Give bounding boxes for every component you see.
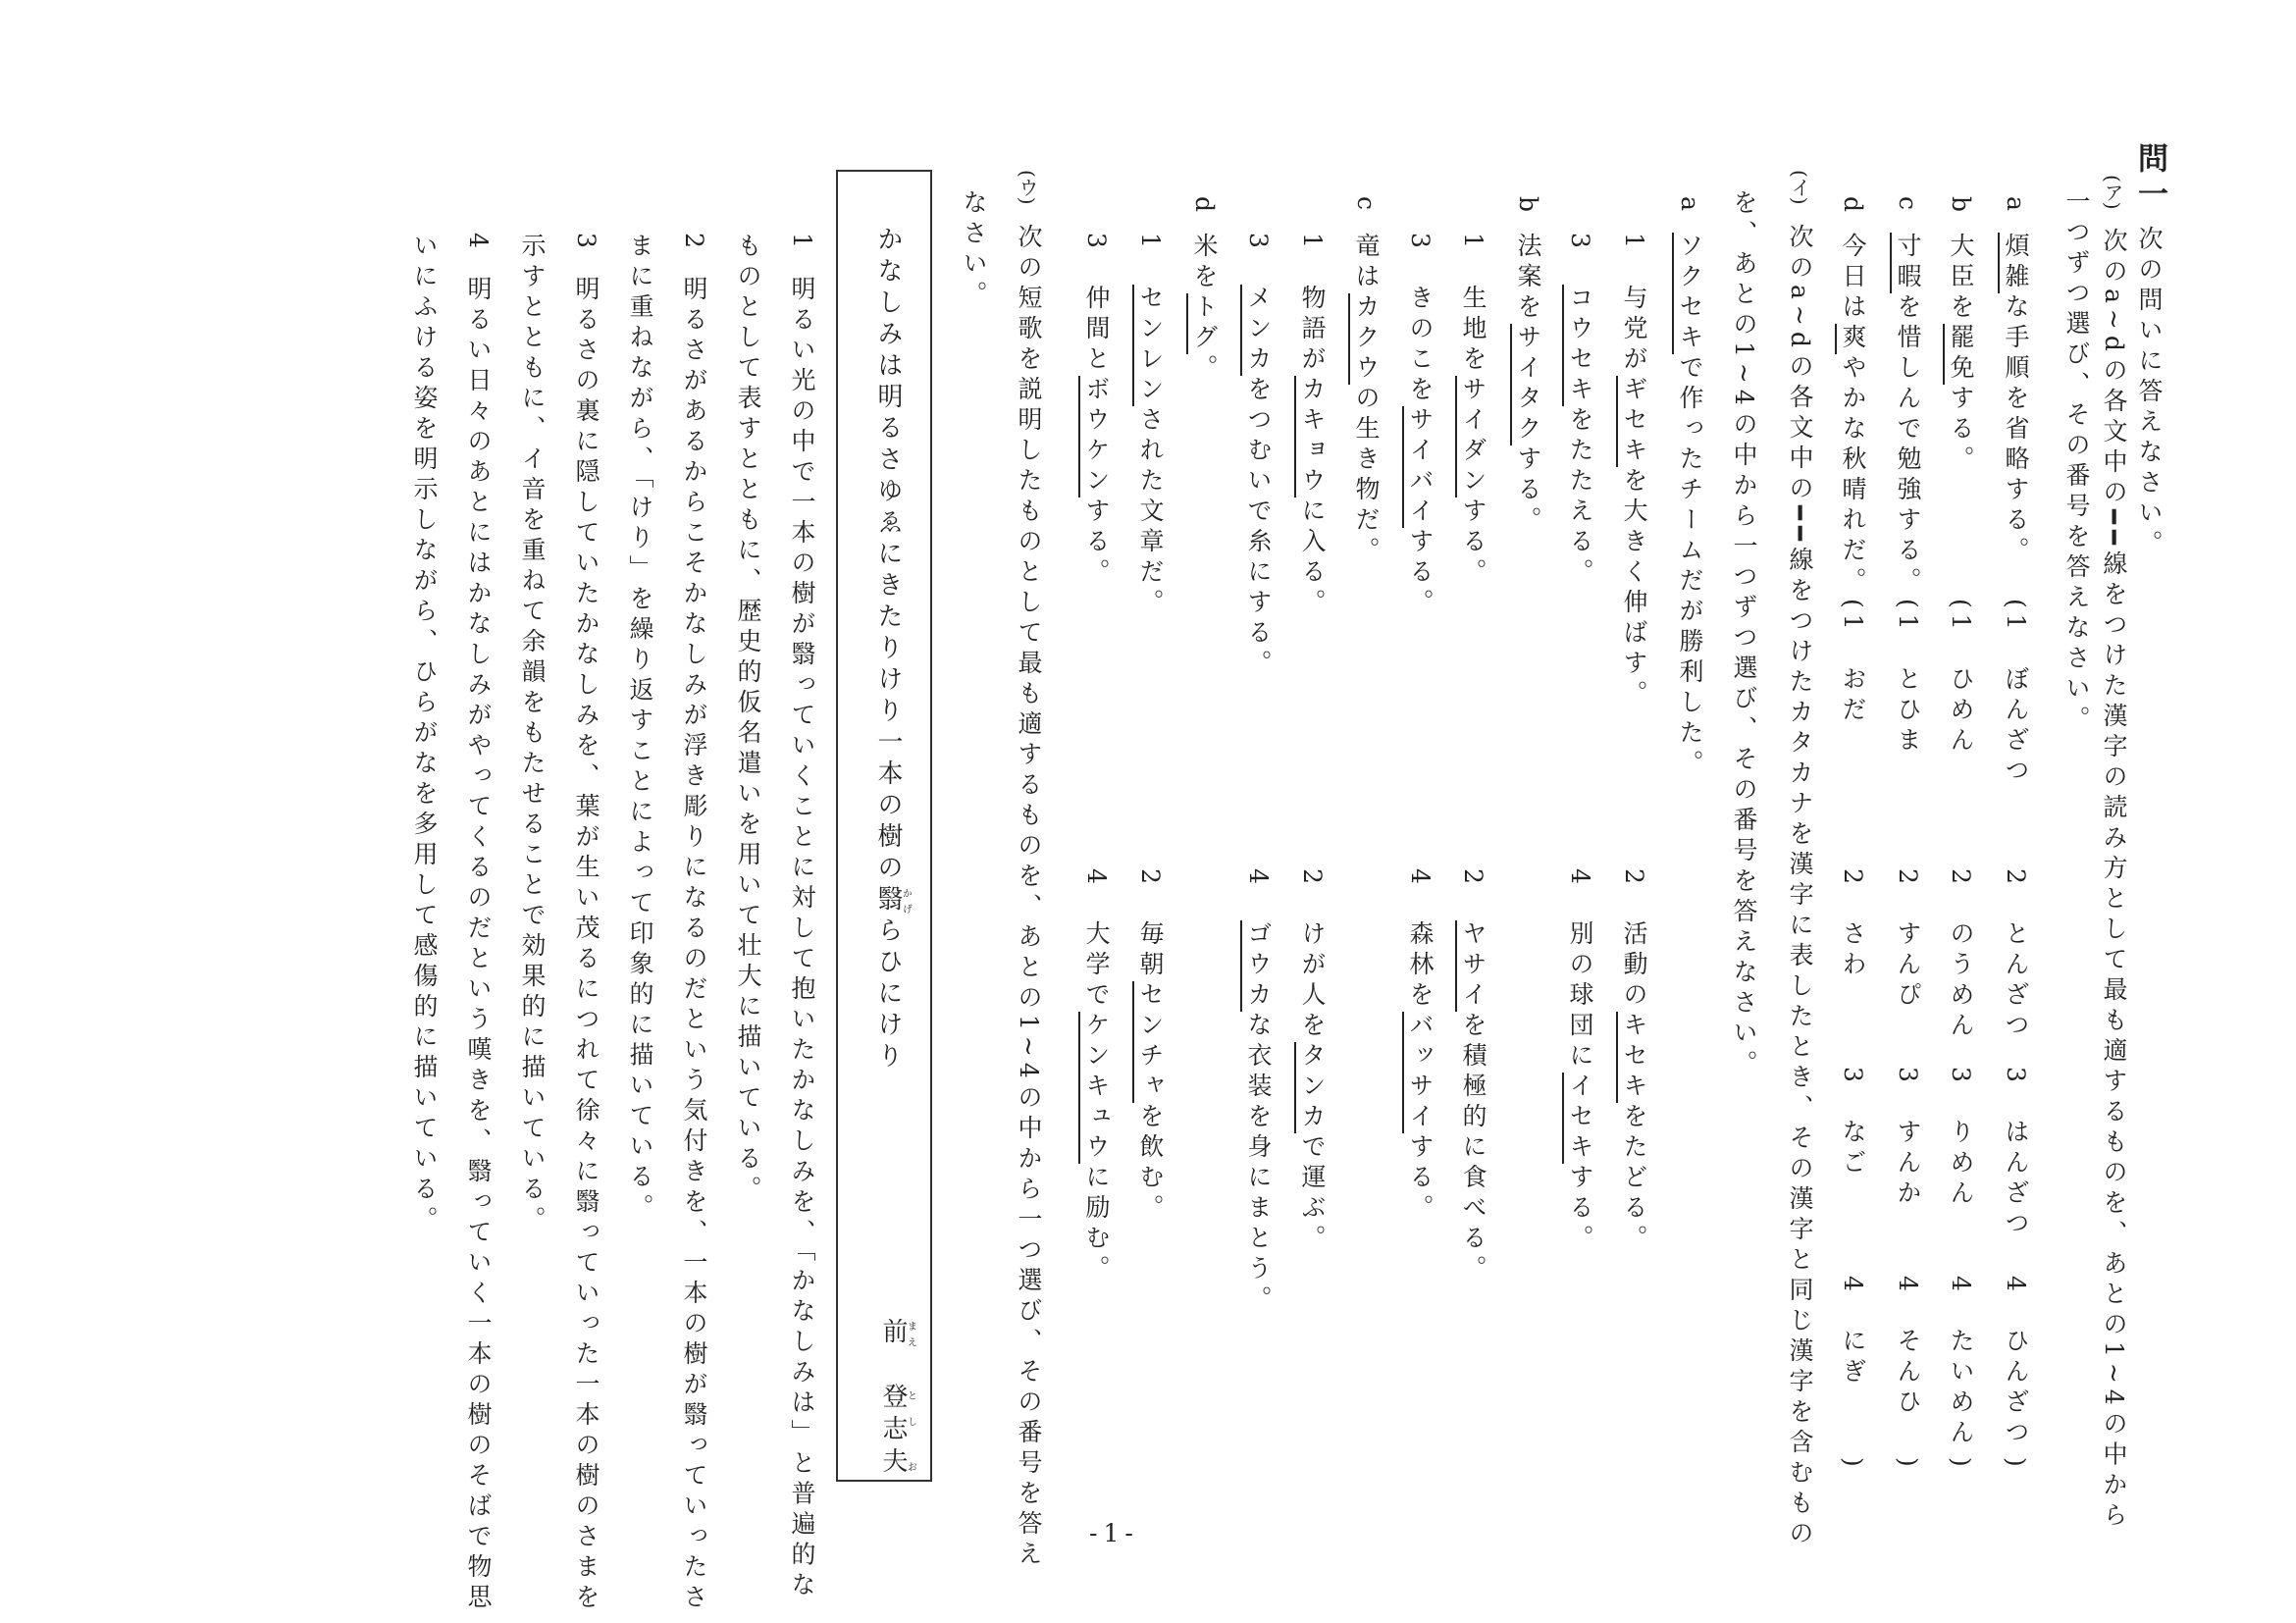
option-2: 2 すんぴ	[1894, 868, 1922, 1012]
item-sentence: 今日は爽やかな秋晴れだ。	[1841, 233, 1865, 598]
group-letter: a	[1676, 196, 1704, 217]
choice-number: 3	[572, 233, 600, 254]
choice-3: 3 メンカをつむいで糸にする。	[1246, 233, 1271, 680]
group-letter: c	[1352, 196, 1381, 217]
choice-1: 1 センレンされた文章だ。	[1138, 233, 1163, 619]
choice-number: 1	[788, 233, 816, 254]
choice-2: 2 ヤサイを積極的に食べる。	[1461, 868, 1486, 1285]
item-letter: d	[1839, 196, 1867, 219]
choice-line2: 示すとともに、イ音を重ねて余韻をもたせることで効果的に描いている。	[518, 233, 547, 1236]
question-instruction: 次の問いに答えなさい。	[2135, 226, 2164, 560]
option-3: 3 すんか	[1894, 1067, 1922, 1210]
option-2: 2 のうめん	[1947, 868, 1975, 1042]
part-b-label: (イ)	[1788, 170, 1811, 205]
option-close: )	[2002, 1457, 2030, 1473]
choice-4: 4 森林をバッサイする。	[1408, 868, 1433, 1225]
part-b-instruction-line1: 次のa~dの各文中の━━線をつけたカタカナを漢字に表したとき、その漢字と同じ漢字を含むもの	[1786, 224, 1814, 1550]
item-letter: c	[1894, 196, 1922, 217]
tanka-text: かなしみは明るさゆゑにきたりけり一本の樹の翳かげらひにけり	[873, 226, 912, 1073]
option-3: 3 なご	[1839, 1067, 1867, 1179]
choice-1: 1 生地をサイダンする。	[1461, 233, 1486, 589]
part-a-label: (ア)	[2101, 175, 2124, 210]
choice-3: 3 仲間とボウケンする。	[1084, 233, 1109, 589]
choice-line1: 明るさの裏に隠していたかなしみを、葉が生い茂るにつれて徐々に翳っていった一本の樹のさまを	[572, 276, 600, 1614]
choice-1: 1 与党がギセキを大きく伸ばす。	[1622, 233, 1646, 710]
option-2: 2 さわ	[1839, 868, 1867, 981]
choice-line2: いにふける姿を明示しながら、ひらがなを多用して感傷的に描いている。	[410, 233, 439, 1236]
choice-2: 2 毎朝センチャを飲む。	[1138, 868, 1163, 1225]
group-sentence: 法案をサイタクする。	[1516, 233, 1540, 537]
choice-1: 1 物語がカキョウに入る。	[1300, 233, 1325, 619]
option-close: )	[1894, 1457, 1922, 1473]
choice-3: 3 きのこをサイバイする。	[1408, 233, 1433, 619]
choice-4: 4 別の球団にイセキする。	[1568, 868, 1592, 1255]
choice-3: 3 コウセキをたたえる。	[1568, 233, 1592, 589]
group-sentence: ソクセキで作ったチームだが勝利した。	[1678, 233, 1702, 780]
choice-4: 4 ゴウカな衣装を身にまとう。	[1246, 868, 1271, 1316]
item-sentence: 寸暇を惜しんで勉強する。	[1896, 233, 1920, 598]
choice-line2: まに重ねながら、「けり」を繰り返すことによって印象的に描いている。	[626, 233, 654, 1225]
option-3: 3 りめん	[1947, 1067, 1975, 1210]
item-letter: b	[1947, 196, 1975, 219]
option-close: )	[1947, 1457, 1975, 1473]
option-4: 4 ひんざつ	[2002, 1276, 2030, 1449]
choice-line2: ものとして表すとともに、歴史的仮名遣いを用いて壮大に描いている。	[734, 233, 762, 1206]
option-1: (1 ひめん	[1947, 599, 1975, 758]
page-number: -1-	[1089, 1519, 1139, 1547]
option-1: (1 とひま	[1894, 599, 1922, 758]
question-number: 問一	[2132, 142, 2167, 213]
option-1: (1 ぼんざつ	[2002, 599, 2030, 788]
option-2: 2 とんざつ	[2002, 868, 2030, 1042]
choice-line1: 明るさがあるからこそかなしみが浮き彫りになるのだという気付きを、一本の樹が翳っていったさ	[680, 276, 708, 1614]
option-4: 4 にぎ	[1839, 1276, 1867, 1388]
item-sentence: 大臣を罷免する。	[1949, 233, 1973, 476]
poet-name: 前まえ 登志夫とし お	[878, 1318, 916, 1480]
option-4: 4 たいめん	[1947, 1276, 1975, 1449]
option-close: )	[1839, 1457, 1867, 1473]
choice-2: 2 けが人をタンカで運ぶ。	[1300, 868, 1325, 1255]
choice-line1: 明るい日々のあとにはかなしみがやってくるのだという嘆きを、翳っていく一本の樹のそばで物思	[464, 276, 493, 1614]
group-letter: b	[1514, 196, 1542, 219]
part-a-instruction-line2: 一つずつ選び、その番号を答えなさい。	[2062, 188, 2091, 736]
part-b-instruction-line2: を、あとの1~4の中から一つずつ選び、その番号を答えなさい。	[1730, 189, 1758, 1080]
choice-number: 4	[464, 233, 493, 254]
group-sentence: 竜はカクウの生き物だ。	[1354, 233, 1379, 567]
choice-4: 4 大学でケンキュウに励む。	[1084, 868, 1109, 1285]
choice-line1: 明るい光の中で一本の樹が翳っていくことに対して抱いたかなしみを、「かなしみは」と普遍的な	[788, 276, 816, 1602]
part-c-instruction-line2: なさい。	[960, 189, 988, 311]
part-c-instruction-line1: 次の短歌を説明したものとして最も適するものを、あとの1~4の中から一つ選び、その番号を答え	[1015, 224, 1043, 1571]
part-a-instruction-line1: 次のa~dの各文中の━━線をつけた漢字の読み方として最も適するものを、あとの1~4の中から	[2100, 228, 2128, 1533]
part-c-label: (ウ)	[1016, 170, 1039, 205]
option-4: 4 そんひ	[1894, 1276, 1922, 1419]
item-letter: a	[2002, 196, 2030, 217]
choice-2: 2 活動のキセキをたどる。	[1622, 868, 1646, 1255]
group-sentence: 米をトグ。	[1192, 233, 1217, 385]
group-letter: d	[1190, 196, 1219, 219]
choice-number: 2	[680, 233, 708, 254]
item-sentence: 煩雑な手順を省略する。	[2004, 233, 2028, 567]
option-1: (1 おだ	[1839, 599, 1867, 727]
option-3: 3 はんざつ	[2002, 1067, 2030, 1240]
tanka-box	[836, 170, 932, 1482]
